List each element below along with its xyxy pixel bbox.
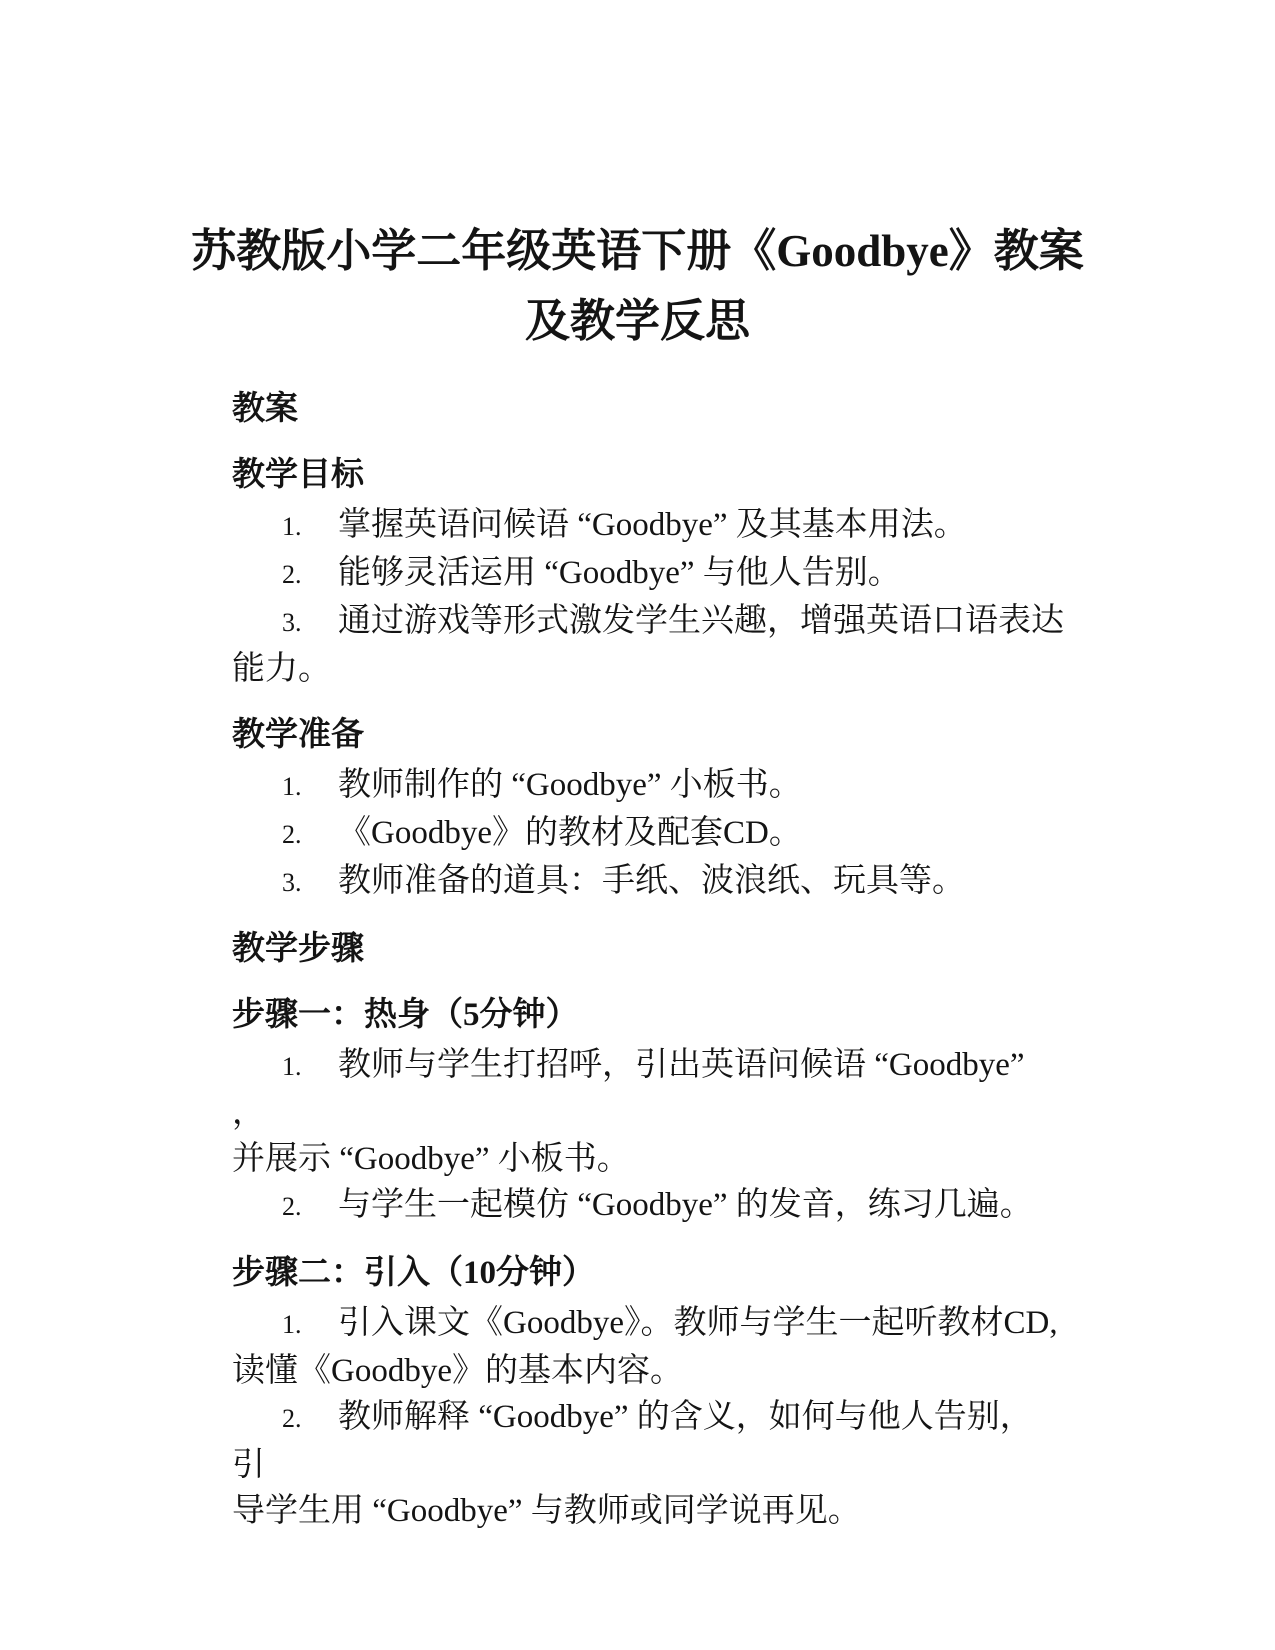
item-text: 教师制作的 “Goodbye” 小板书。 — [338, 767, 802, 804]
item-text: 教师准备的道具：手纸、波浪纸、玩具等。 — [338, 863, 965, 900]
item-text-continued: 能力。 — [232, 651, 331, 688]
item-text: 通过游戏等形式激发学生兴趣，增强英语口语表达 — [338, 603, 1064, 640]
step1-heading: 步骤一：热身（5分钟） — [232, 997, 579, 1034]
item-number: 3. — [282, 868, 302, 898]
list-item — [232, 1300, 1064, 1394]
item-text: 引入课文《Goodbye》。教师与学生一起听教材CD, — [338, 1305, 1058, 1342]
item-text: 掌握英语问候语 “Goodbye” 及其基本用法。 — [338, 507, 967, 544]
item-number: 3. — [282, 608, 302, 638]
item-text: 能够灵活运用 “Goodbye” 与他人告别。 — [338, 555, 901, 592]
title-line-1: 苏教版小学二年级英语下册《Goodbye》教案 — [191, 226, 1084, 277]
item-text-continued: 导学生用 “Goodbye” 与教师或同学说再见。 — [232, 1493, 861, 1530]
list-item — [232, 1042, 1064, 1182]
item-number: 2. — [282, 1404, 302, 1434]
document-title — [0, 30, 1275, 356]
list-item — [232, 502, 1064, 550]
goals-heading: 教学目标 — [232, 457, 364, 494]
item-number: 1. — [282, 512, 302, 542]
item-number: 1. — [282, 1310, 302, 1340]
step2-heading: 步骤二：引入（10分钟） — [232, 1255, 595, 1292]
list-item — [232, 858, 1064, 906]
item-text: 与学生一起模仿 “Goodbye” 的发音，练习几遍。 — [338, 1187, 1033, 1224]
item-number: 1. — [282, 772, 302, 802]
title-line-2: 及教学反思 — [524, 296, 750, 347]
item-number: 2. — [282, 1192, 302, 1222]
list-item — [232, 1394, 1064, 1534]
plan-heading: 教案 — [232, 391, 298, 428]
list-item — [232, 762, 1064, 810]
list-item — [232, 810, 1064, 858]
item-text-continued: 读懂《Goodbye》的基本内容。 — [232, 1353, 683, 1390]
item-number: 1. — [282, 1052, 302, 1082]
item-text: 教师解释 “Goodbye” 的含义，如何与他人告别，引 — [232, 1399, 1033, 1484]
item-text: 教师与学生打招呼，引出英语问候语 “Goodbye” ， — [232, 1047, 1025, 1132]
item-number: 2. — [282, 820, 302, 850]
item-text-continued: 并展示 “Goodbye” 小板书。 — [232, 1141, 630, 1178]
list-item — [232, 550, 1064, 598]
list-item — [232, 1182, 1064, 1230]
item-text: 《Goodbye》的教材及配套CD。 — [338, 815, 802, 852]
item-number: 2. — [282, 560, 302, 590]
steps-heading: 教学步骤 — [232, 931, 364, 968]
preparation-heading: 教学准备 — [232, 717, 364, 754]
list-item — [232, 598, 1064, 692]
document-body — [232, 386, 1064, 1534]
